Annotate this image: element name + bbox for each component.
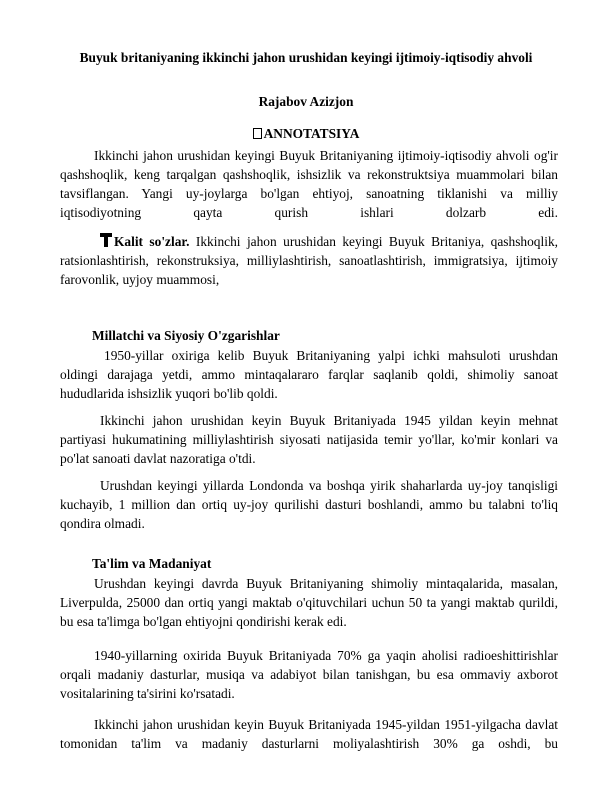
keywords-text: Ikkinchi jahon urushidan keyingi Buyuk Britaniya, qashshoqlik, ratsionlashtirish, rekonstruksiya, milliylashtirish, sanoatlashtirish, immigratsiya, ijtimoiy farovonlik, uyjoy muammosi, <box>60 234 558 287</box>
section-paragraph: 1950-yillar oxiriga kelib Buyuk Britaniyaning yalpi ichki mahsuloti urushdan oldingi darajaga yetdi, ammo mintaqalararo farqlar saqlanib qoldi, shimoliy sanoat hududlarida ishsizlik yuqori bo'lib qoldi. <box>60 348 558 401</box>
author-name: Rajabov Azizjon <box>258 94 354 109</box>
section-heading: Ta'lim va Madaniyat <box>92 556 212 571</box>
document-title: Buyuk britaniyaning ikkinchi jahon urushidan keyingi ijtimoiy-iqtisodiy ahvoli <box>79 50 533 65</box>
annotation-heading-text: ANNOTATSIYA <box>263 126 360 141</box>
keywords-label: Kalit so'zlar. <box>114 234 190 249</box>
box-glyph-icon <box>253 128 262 139</box>
section-paragraph: 1940-yillarning oxirida Buyuk Britaniyada 70% ga yaqin aholisi radioeshittirishlar orqali madaniy dasturlar, musiqa va adabiyot bilan tanishgan, bu esa ommaviy axborot vositalarining ta'sirini ko'rsatadi. <box>60 648 558 701</box>
annotation-text: Ikkinchi jahon urushidan keyingi Buyuk Britaniyaning ijtimoiy-iqtisodiy ahvoli og'ir qashshoqlik, keng tarqalgan qashshoqlik, ishsizlik va rekonstruktsiya muammolari bilan tavsiflangan. Yangi uy-joylarga bo'lgan ehtiyoj, sanoatning tiklanishi va milliy iqtisodiyotning qayta qurish ishlari dolzarb edi. <box>60 148 558 220</box>
section-paragraph: Urushdan keyingi davrda Buyuk Britaniyaning shimoliy mintaqalarida, masalan, Liverpulda, 25000 dan ortiq yangi maktab o'qituvchilari uchun 50 ta yangi maktab qurildi, bu esa ta'limga bo'lgan ehtiyojni qondirishi kerak edi. <box>60 576 558 629</box>
section-paragraph: Ikkinchi jahon urushidan keyin Buyuk Britaniyada 1945-yildan 1951-yilgacha davlat tomonidan ta'lim va madaniy dasturlarni moliyalashtirish 30% ga oshdi, bu <box>60 717 558 751</box>
annotation-heading <box>0 126 612 142</box>
section-heading: Millatchi va Siyosiy O'zgarishlar <box>92 328 280 343</box>
bookmark-icon <box>100 233 112 247</box>
section-paragraph: Urushdan keyingi yillarda Londonda va boshqa yirik shaharlarda uy-joy tanqisligi kuchayib, 1 million dan ortiq uy-joy qurilishi dasturi boshlandi, ammo bu talabni to'liq qondira olmadi. <box>60 478 558 531</box>
keywords-paragraph <box>60 232 558 289</box>
section-paragraph: Ikkinchi jahon urushidan keyin Buyuk Britaniyada 1945 yildan keyin mehnat partiyasi hukumatining milliylashtirish siyosati natijasida temir yo'llar, ko'mir konlari va po'lat sanoati davlat nazoratiga o'tdi. <box>60 413 558 466</box>
